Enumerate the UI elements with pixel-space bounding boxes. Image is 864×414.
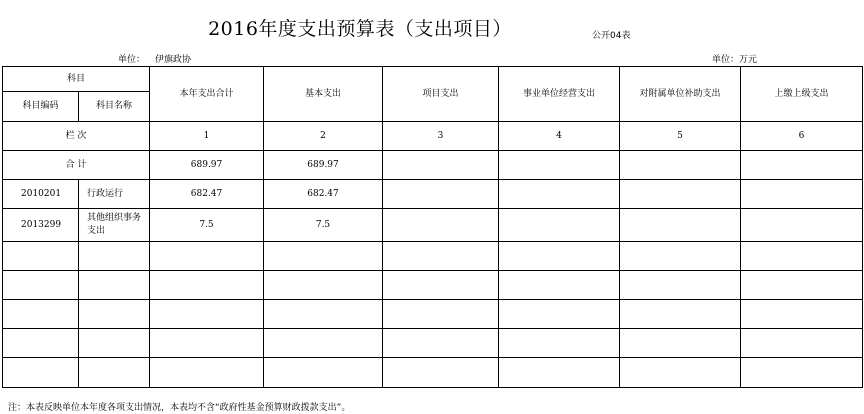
- unit-name: 伊旗政协: [155, 55, 192, 65]
- column-index-row: [3, 122, 863, 151]
- header-subject-code: 科目编码: [3, 92, 79, 122]
- empty-cell: [383, 180, 499, 209]
- empty-cell: [741, 180, 863, 209]
- total-label: 合 计: [3, 151, 150, 180]
- row-basic: 682.47: [264, 180, 383, 209]
- column-index-cell: 1: [150, 122, 264, 151]
- column-index-cell: 4: [499, 122, 620, 151]
- empty-cell: [383, 209, 499, 242]
- row-basic: 7.5: [264, 209, 383, 242]
- column-index-cell: 2: [264, 122, 383, 151]
- total-amount: 689.97: [150, 151, 264, 180]
- column-index-cell: 6: [741, 122, 863, 151]
- empty-cell: [499, 151, 620, 180]
- currency-unit: 单位：万元: [712, 55, 758, 65]
- footnote: 注：本表反映单位本年度各项支出情况，本表均不含“政府性基金预算财政拨款支出”。: [8, 403, 351, 413]
- subject-name: 行政运行: [79, 180, 150, 209]
- empty-row: [3, 358, 863, 388]
- row-total: 7.5: [150, 209, 264, 242]
- budget-table: [2, 66, 863, 388]
- header-subsidy: 对附属单位补助支出: [620, 67, 741, 122]
- column-index-label: 栏 次: [3, 122, 150, 151]
- report-title: 2016年度支出预算表（支出项目）: [208, 18, 512, 40]
- table-row: [3, 180, 863, 209]
- empty-row: [3, 271, 863, 300]
- row-total: 682.47: [150, 180, 264, 209]
- empty-cell: [620, 151, 741, 180]
- total-basic-amount: 689.97: [264, 151, 383, 180]
- empty-cell: [383, 151, 499, 180]
- subject-name: 其他组织事务支出: [79, 209, 150, 242]
- empty-cell: [620, 180, 741, 209]
- header-basic: 基本支出: [264, 67, 383, 122]
- empty-cell: [741, 151, 863, 180]
- form-code: 公开04表: [592, 31, 631, 41]
- empty-cell: [741, 209, 863, 242]
- unit-label-prefix: 单位：: [118, 55, 146, 65]
- subject-code: 2010201: [3, 180, 79, 209]
- empty-cell: [499, 180, 620, 209]
- column-index-cell: 3: [383, 122, 499, 151]
- column-index-cell: 5: [620, 122, 741, 151]
- empty-cell: [620, 209, 741, 242]
- empty-row: [3, 242, 863, 271]
- header-project: 项目支出: [383, 67, 499, 122]
- header-superior: 上缴上级支出: [741, 67, 863, 122]
- empty-cell: [499, 209, 620, 242]
- empty-row: [3, 300, 863, 329]
- header-total: 本年支出合计: [150, 67, 264, 122]
- total-row: [3, 151, 863, 180]
- header-row-1: [3, 67, 863, 92]
- header-business: 事业单位经营支出: [499, 67, 620, 122]
- table-row: [3, 209, 863, 242]
- unit-label: [118, 52, 191, 65]
- header-subject-name: 科目名称: [79, 92, 150, 122]
- empty-row: [3, 329, 863, 358]
- subject-code: 2013299: [3, 209, 79, 242]
- header-subject: 科目: [3, 67, 150, 92]
